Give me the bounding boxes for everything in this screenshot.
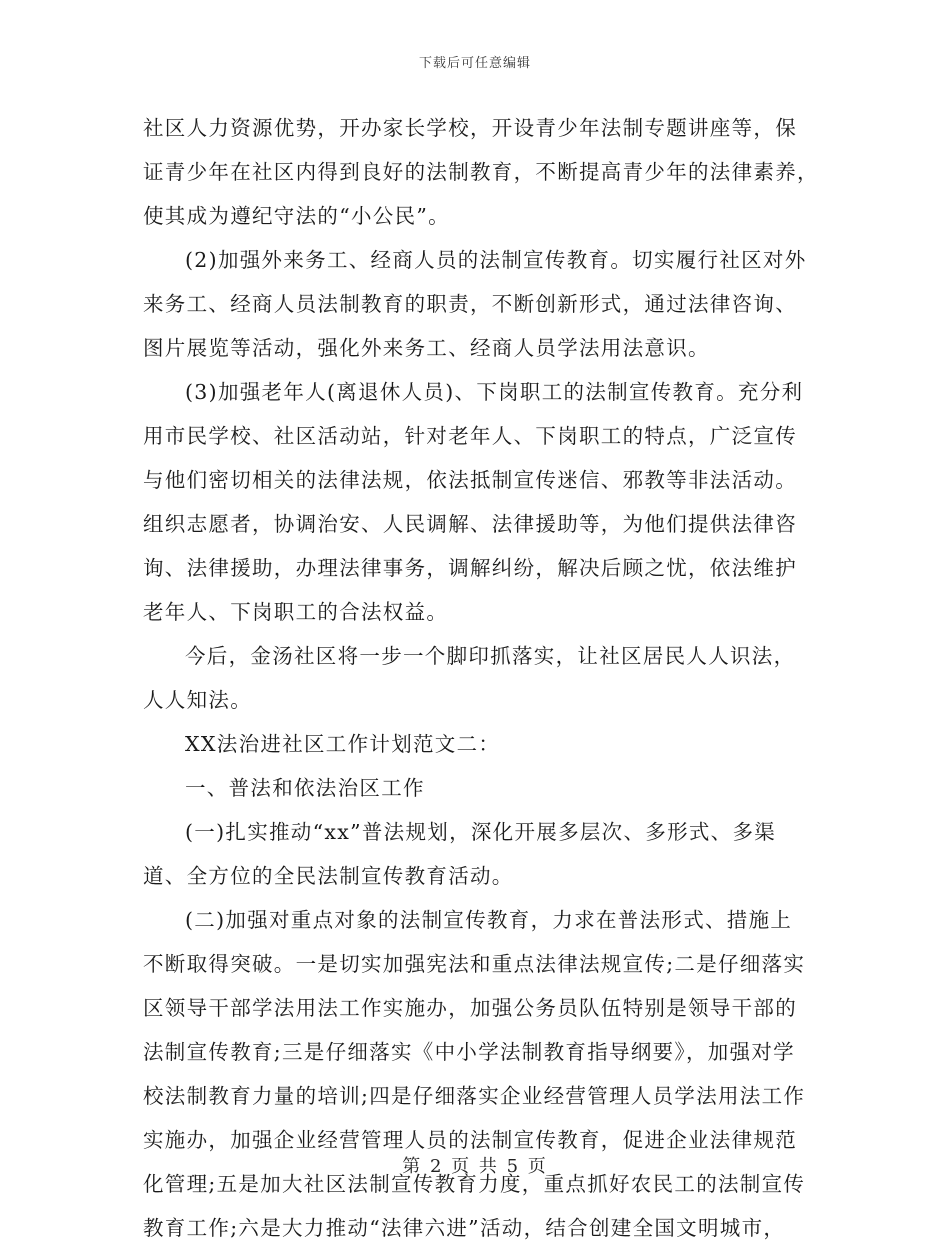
body-line: 询、法律援助，办理法律事务，调解纠纷，解决后顾之忧，依法维护 xyxy=(143,556,797,580)
body-line: 来务工、经商人员法制教育的职责，不断创新形式，通过法律咨询、 xyxy=(143,292,797,316)
page-number-footer: 第 2 页 共 5 页 xyxy=(402,1156,548,1177)
page-header-note: 下载后可任意编辑 xyxy=(418,56,531,71)
document-body xyxy=(143,106,819,1250)
body-line: 法制宣传教育;三是仔细落实《中小学法制教育指导纲要》，加强对学 xyxy=(143,1040,795,1064)
body-line: 用市民学校、社区活动站，针对老年人、下岗职工的特点，广泛宣传 xyxy=(143,424,797,448)
body-line: 使其成为遵纪守法的“小公民”。 xyxy=(143,204,450,228)
body-line: 与他们密切相关的法律法规，依法抵制宣传迷信、邪教等非法活动。 xyxy=(143,468,797,492)
body-line: 校法制教育力量的培训;四是仔细落实企业经营管理人员学法用法工作 xyxy=(143,1084,806,1108)
body-line: 图片展览等活动，强化外来务工、经商人员学法用法意识。 xyxy=(143,336,710,360)
body-line: 不断取得突破。一是切实加强宪法和重点法律法规宣传;二是仔细落实 xyxy=(143,952,806,976)
body-line: 社区人力资源优势，开办家长学校，开设青少年法制专题讲座等，保 xyxy=(143,116,797,140)
body-line: 老年人、下岗职工的合法权益。 xyxy=(143,600,449,624)
body-line: 化管理;五是加大社区法制宣传教育力度，重点抓好农民工的法制宣传 xyxy=(143,1172,806,1196)
paragraph-first-line: (一)扎实推动“xx”普法规划，深化开展多层次、多形式、多渠 xyxy=(185,820,777,844)
section-title: XX法治进社区工作计划范文二： xyxy=(185,732,501,756)
paragraph-first-line: (2)加强外来务工、经商人员的法制宣传教育。切实履行社区对外 xyxy=(185,248,807,272)
body-line: 教育工作;六是大力推动“法律六进”活动，结合创建全国文明城市， xyxy=(143,1216,786,1240)
paragraph-first-line: (3)加强老年人(离退休人员)、下岗职工的法制宣传教育。充分利 xyxy=(185,380,804,404)
paragraph-first-line: (二)加强对重点对象的法制宣传教育，力求在普法形式、措施上 xyxy=(185,908,793,932)
body-line: 实施办，加强企业经营管理人员的法制宣传教育，促进企业法律规范 xyxy=(143,1128,797,1152)
paragraph-first-line: 今后，金汤社区将一步一个脚印抓落实，让社区居民人人识法， xyxy=(185,644,796,668)
body-line: 人人知法。 xyxy=(143,688,252,712)
section-heading: 一、普法和依法治区工作 xyxy=(185,776,425,800)
body-line: 区领导干部学法用法工作实施办，加强公务员队伍特别是领导干部的 xyxy=(143,996,797,1020)
body-line: 证青少年在社区内得到良好的法制教育，不断提高青少年的法律素养， xyxy=(143,160,819,184)
body-line: 道、全方位的全民法制宣传教育活动。 xyxy=(143,864,514,888)
body-line: 组织志愿者，协调治安、人民调解、法律援助等，为他们提供法律咨 xyxy=(143,512,797,536)
